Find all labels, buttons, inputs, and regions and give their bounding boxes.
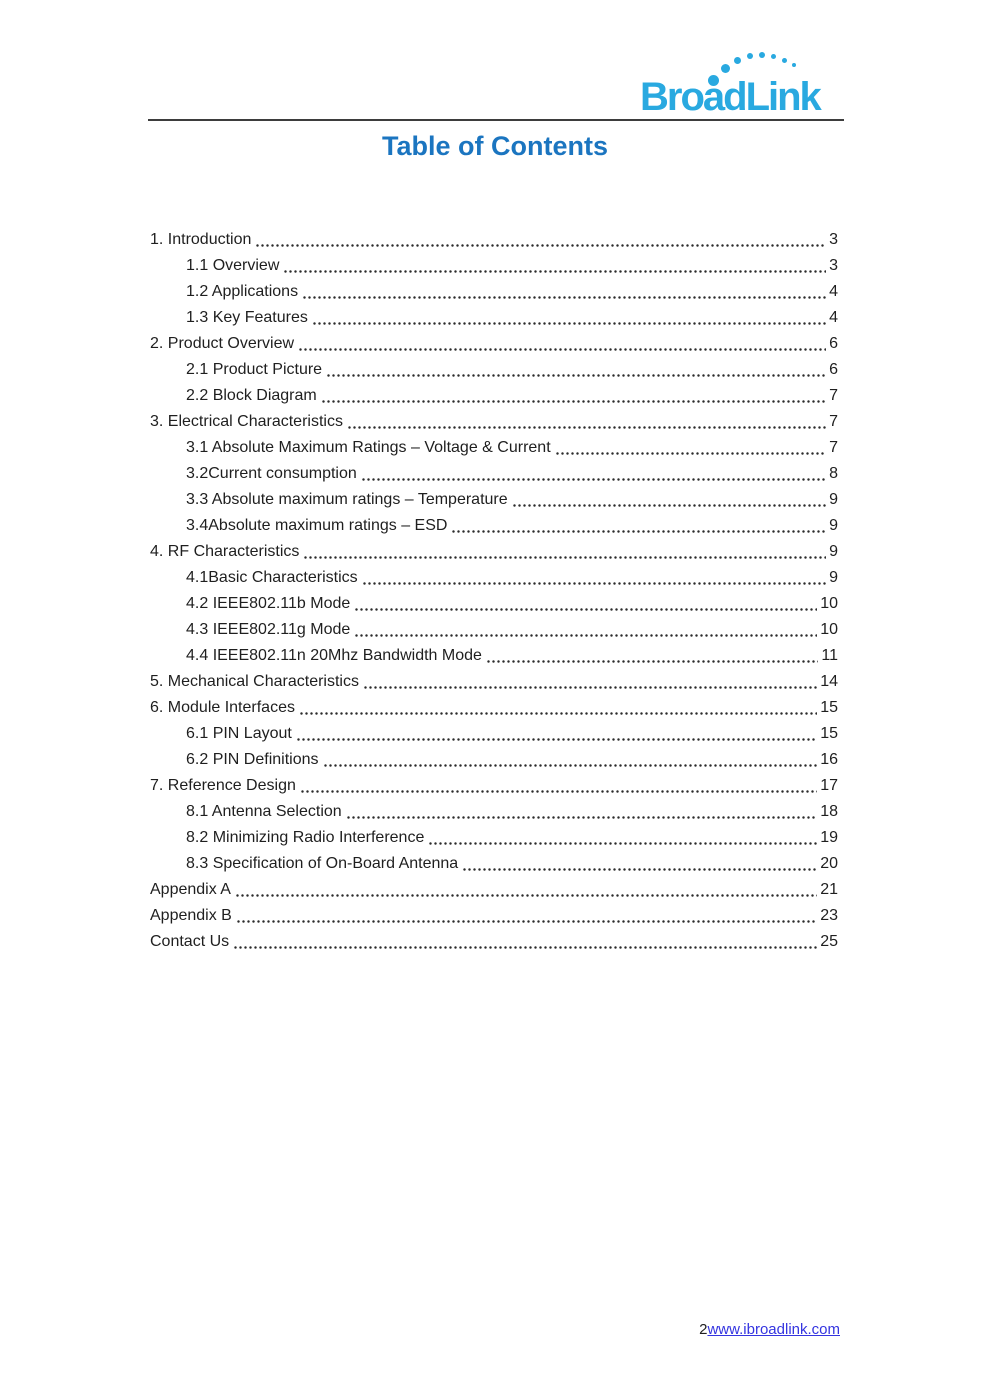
toc-entry-label: 4.1Basic Characteristics: [186, 569, 358, 586]
dot-leader: [363, 669, 817, 695]
toc-entry-label: Appendix B: [150, 907, 232, 924]
toc-entry[interactable]: [150, 435, 838, 461]
table-of-contents: [150, 227, 838, 955]
toc-entry-page: 9: [829, 543, 838, 560]
toc-entry-page: 19: [820, 829, 838, 846]
toc-entry-page: 15: [820, 725, 838, 742]
toc-entry-label: 5. Mechanical Characteristics: [150, 673, 359, 690]
toc-entry-label: 2.1 Product Picture: [186, 361, 323, 378]
toc-entry[interactable]: [150, 721, 838, 747]
toc-entry-page: 3: [829, 257, 838, 274]
toc-entry-label: 1.1 Overview: [186, 257, 280, 274]
dot-leader: [303, 539, 826, 565]
dot-leader: [302, 279, 826, 305]
dot-leader: [236, 903, 817, 929]
toc-entry-page: 9: [829, 569, 838, 586]
dot-leader: [462, 851, 817, 877]
toc-entry[interactable]: [150, 331, 838, 357]
toc-entry-page: 15: [820, 699, 838, 716]
footer-page-number: 2: [699, 1321, 708, 1338]
dot-leader: [451, 513, 826, 539]
footer-website-link[interactable]: www.ibroadlink.com: [707, 1321, 840, 1338]
toc-entry[interactable]: [150, 461, 838, 487]
toc-entry-label: 2. Product Overview: [150, 335, 295, 352]
toc-entry-label: Appendix A: [150, 881, 231, 898]
toc-entry-label: Contact Us: [150, 933, 230, 950]
dot-leader: [255, 227, 826, 253]
dot-leader: [555, 435, 826, 461]
dot-leader: [300, 773, 817, 799]
toc-entry-page: 16: [820, 751, 838, 768]
toc-entry-page: 9: [829, 517, 838, 534]
header-divider: [148, 119, 844, 121]
toc-entry[interactable]: [150, 227, 838, 253]
toc-entry[interactable]: [150, 409, 838, 435]
toc-entry-page: 7: [829, 439, 838, 456]
toc-entry[interactable]: [150, 539, 838, 565]
dot-leader: [512, 487, 826, 513]
toc-entry-label: 8.3 Specification of On-Board Antenna: [186, 855, 459, 872]
toc-entry-page: 20: [820, 855, 838, 872]
toc-entry[interactable]: [150, 591, 838, 617]
toc-entry-page: 10: [820, 621, 838, 638]
toc-entry-label: 3.4Absolute maximum ratings – ESD: [186, 517, 448, 534]
toc-entry[interactable]: [150, 279, 838, 305]
toc-entry-label: 4.3 IEEE802.11g Mode: [186, 621, 351, 638]
toc-entry[interactable]: [150, 643, 838, 669]
dot-leader: [326, 357, 826, 383]
toc-entry[interactable]: [150, 851, 838, 877]
dot-leader: [296, 721, 817, 747]
dot-leader: [347, 409, 826, 435]
toc-entry-label: 2.2 Block Diagram: [186, 387, 317, 404]
dot-leader: [486, 643, 818, 669]
toc-entry-page: 4: [829, 309, 838, 326]
toc-entry-label: 8.1 Antenna Selection: [186, 803, 342, 820]
toc-entry[interactable]: [150, 305, 838, 331]
toc-entry[interactable]: [150, 825, 838, 851]
dot-leader: [323, 747, 818, 773]
dot-leader: [283, 253, 826, 279]
toc-entry[interactable]: [150, 253, 838, 279]
toc-entry-label: 6. Module Interfaces: [150, 699, 295, 716]
toc-entry-label: 1.3 Key Features: [186, 309, 308, 326]
dot-leader: [321, 383, 826, 409]
toc-entry-label: 7. Reference Design: [150, 777, 296, 794]
toc-entry-page: 9: [829, 491, 838, 508]
toc-entry-label: 3.3 Absolute maximum ratings – Temperature: [186, 491, 508, 508]
toc-entry-page: 6: [829, 361, 838, 378]
dot-leader: [346, 799, 818, 825]
toc-entry[interactable]: [150, 669, 838, 695]
toc-entry-page: 21: [820, 881, 838, 898]
toc-entry[interactable]: [150, 799, 838, 825]
toc-entry-page: 6: [829, 335, 838, 352]
logo-wordmark: BroadLink: [640, 75, 820, 119]
toc-entry[interactable]: [150, 773, 838, 799]
toc-entry-page: 17: [820, 777, 838, 794]
dot-leader: [354, 617, 817, 643]
toc-entry-label: 4.4 IEEE802.11n 20Mhz Bandwidth Mode: [186, 647, 482, 664]
toc-entry[interactable]: [150, 929, 838, 955]
toc-entry-page: 8: [829, 465, 838, 482]
toc-entry[interactable]: [150, 383, 838, 409]
dot-leader: [312, 305, 826, 331]
toc-entry-page: 11: [821, 647, 838, 664]
toc-entry-label: 4. RF Characteristics: [150, 543, 300, 560]
toc-entry-label: 6.1 PIN Layout: [186, 725, 292, 742]
dot-leader: [233, 929, 817, 955]
toc-entry-label: 3.2Current consumption: [186, 465, 357, 482]
toc-entry[interactable]: [150, 565, 838, 591]
toc-entry-page: 14: [820, 673, 838, 690]
toc-entry-label: 4.2 IEEE802.11b Mode: [186, 595, 351, 612]
toc-entry-label: 1. Introduction: [150, 231, 252, 248]
toc-entry[interactable]: [150, 357, 838, 383]
toc-entry-label: 6.2 PIN Definitions: [186, 751, 319, 768]
toc-entry[interactable]: [150, 903, 838, 929]
toc-entry-page: 3: [829, 231, 838, 248]
toc-entry-page: 25: [820, 933, 838, 950]
dot-leader: [235, 877, 817, 903]
toc-entry-page: 7: [829, 387, 838, 404]
toc-entry-page: 18: [820, 803, 838, 820]
toc-entry[interactable]: [150, 513, 838, 539]
toc-entry[interactable]: [150, 695, 838, 721]
broadlink-logo: [640, 50, 840, 119]
page-title: Table of Contents: [382, 131, 608, 161]
dot-leader: [354, 591, 817, 617]
dot-leader: [299, 695, 817, 721]
toc-entry[interactable]: [150, 747, 838, 773]
toc-entry[interactable]: [150, 487, 838, 513]
dot-leader: [298, 331, 826, 357]
toc-entry-label: 3.1 Absolute Maximum Ratings – Voltage & Current: [186, 439, 551, 456]
toc-entry-label: 8.2 Minimizing Radio Interference: [186, 829, 425, 846]
toc-entry-label: 1.2 Applications: [186, 283, 299, 300]
dot-leader: [362, 565, 826, 591]
dot-leader: [428, 825, 817, 851]
toc-entry-page: 10: [820, 595, 838, 612]
toc-entry-page: 23: [820, 907, 838, 924]
toc-entry-page: 4: [829, 283, 838, 300]
toc-entry-page: 7: [829, 413, 838, 430]
toc-entry-label: 3. Electrical Characteristics: [150, 413, 343, 430]
dot-leader: [361, 461, 826, 487]
page-footer: [699, 1320, 840, 1340]
toc-entry[interactable]: [150, 617, 838, 643]
toc-entry[interactable]: [150, 877, 838, 903]
